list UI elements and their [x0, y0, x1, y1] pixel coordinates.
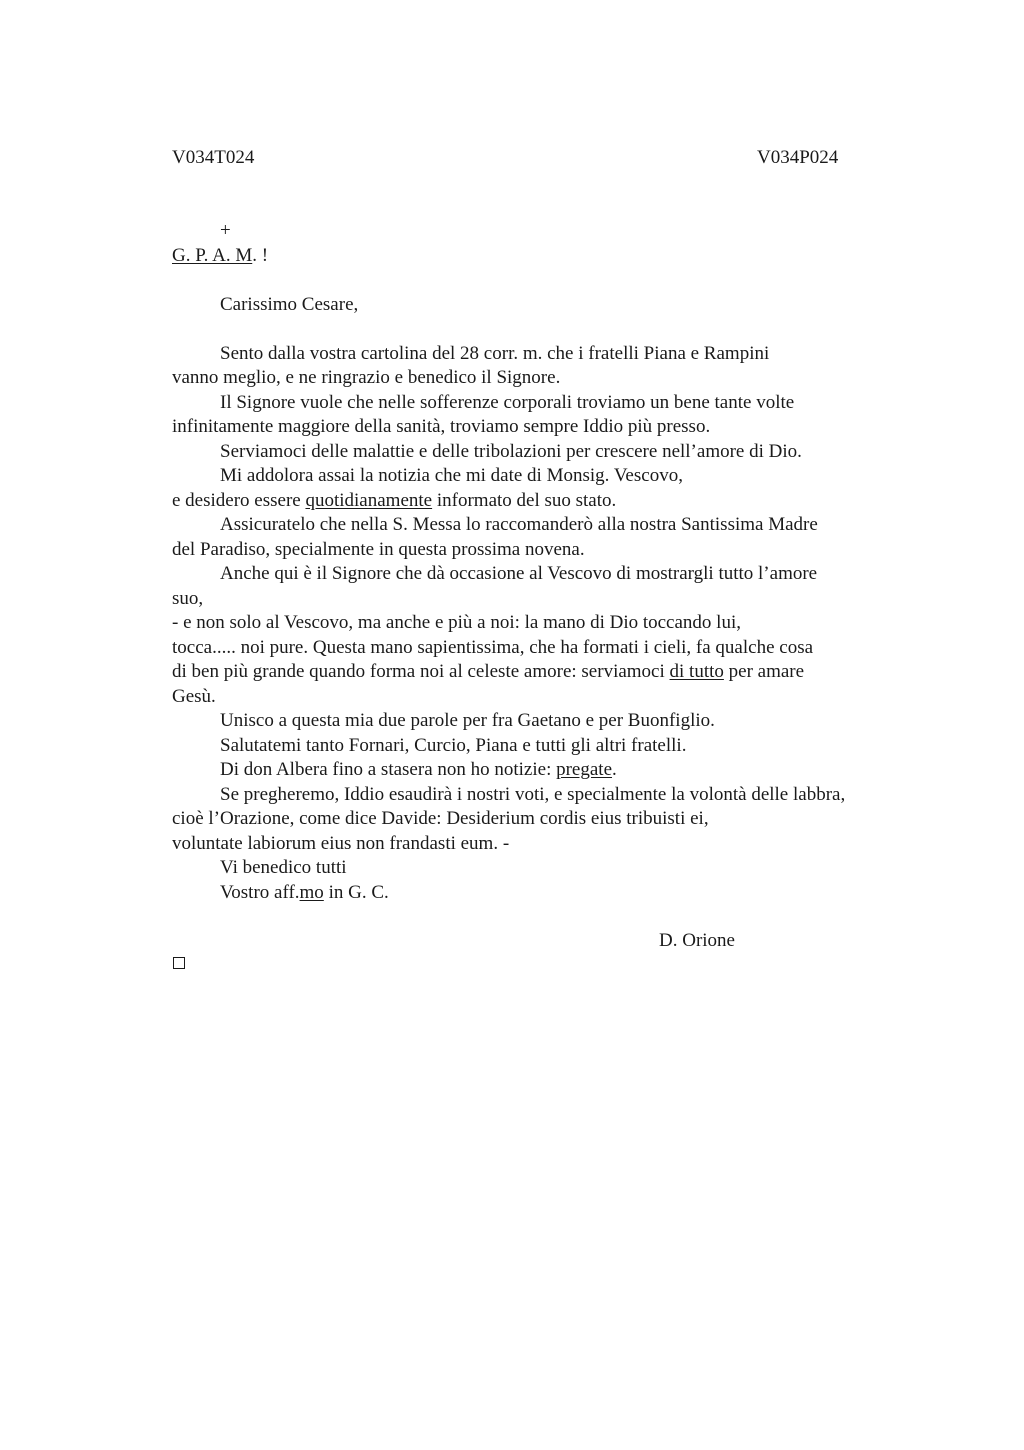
letter-line-5: Serviamoci delle malattie e delle tribolazioni per crescere nell’amore di Dio.	[220, 441, 802, 462]
line-23-end: in G. C.	[323, 882, 389, 903]
signature: D. Orione	[659, 930, 735, 951]
line-14-end: per amare	[723, 661, 805, 682]
document-code-left: V034T024	[172, 147, 255, 168]
letter-line-18	[220, 758, 617, 782]
letter-line-7	[172, 489, 616, 513]
letter-line-21: voluntate labiorum eius non frandasti eum. -	[172, 833, 510, 854]
motto-tail: . !	[252, 245, 269, 266]
letter-line-15: Gesù.	[172, 686, 216, 707]
letter-line-1: Sento dalla vostra cartolina del 28 corr. m. che i fratelli Piana e Rampini	[220, 343, 770, 364]
letter-line-2: vanno meglio, e ne ringrazio e benedico il Signore.	[172, 367, 561, 388]
motto-underlined: G. P. A. M	[172, 245, 253, 266]
letter-line-11: suo,	[172, 588, 204, 609]
letter-line-14	[172, 660, 804, 684]
line-14-start: di ben più grande quando forma noi al celeste amore: serviamoci	[172, 661, 670, 682]
letter-line-16: Unisco a questa mia due parole per fra Gaetano e per Buonfiglio.	[220, 710, 715, 731]
document-code-right: V034P024	[757, 147, 839, 168]
letter-line-10: Anche qui è il Signore che dà occasione al Vescovo di mostrargli tutto l’amore	[220, 563, 818, 584]
letter-line-3: Il Signore vuole che nelle sofferenze corporali troviamo un bene tante volte	[220, 392, 795, 413]
letter-line-19: Se pregheremo, Iddio esaudirà i nostri voti, e specialmente la volontà delle labbra,	[220, 784, 846, 805]
letter-line-9: del Paradiso, specialmente in questa prossima novena.	[172, 539, 585, 560]
motto	[172, 244, 268, 268]
line-7-end: informato del suo stato.	[432, 490, 617, 511]
letter-line-12: - e non solo al Vescovo, ma anche e più a noi: la mano di Dio toccando lui,	[172, 612, 741, 633]
letter-line-23	[220, 881, 389, 905]
empty-square-icon	[173, 957, 185, 969]
line-18-start: Di don Albera fino a stasera non ho notizie:	[220, 759, 557, 780]
letter-line-6: Mi addolora assai la notizia che mi date di Monsig. Vescovo,	[220, 465, 683, 486]
underlined-phrase-di-tutto: di tutto	[669, 661, 724, 682]
line-18-end: .	[612, 759, 617, 780]
letter-line-17: Salutatemi tanto Fornari, Curcio, Piana e tutti gli altri fratelli.	[220, 735, 687, 756]
underlined-word-pregate: pregate	[556, 759, 613, 780]
letter-line-8: Assicuratelo che nella S. Messa lo raccomanderò alla nostra Santissima Madre	[220, 514, 818, 535]
underlined-word-quotidianamente: quotidianamente	[305, 490, 433, 511]
cross-mark: +	[220, 220, 231, 241]
line-23-start: Vostro aff.	[220, 882, 300, 903]
underlined-suffix-mo: mo	[299, 882, 324, 903]
salutation: Carissimo Cesare,	[220, 294, 359, 315]
letter-line-20: cioè l’Orazione, come dice Davide: Desiderium cordis eius tribuisti ei,	[172, 808, 709, 829]
line-7-start: e desidero essere	[172, 490, 306, 511]
letter-line-4: infinitamente maggiore della sanità, troviamo sempre Iddio più presso.	[172, 416, 711, 437]
letter-line-13: tocca..... noi pure. Questa mano sapientissima, che ha formati i cieli, fa qualche cosa	[172, 637, 814, 658]
letter-line-22: Vi benedico tutti	[220, 857, 347, 878]
